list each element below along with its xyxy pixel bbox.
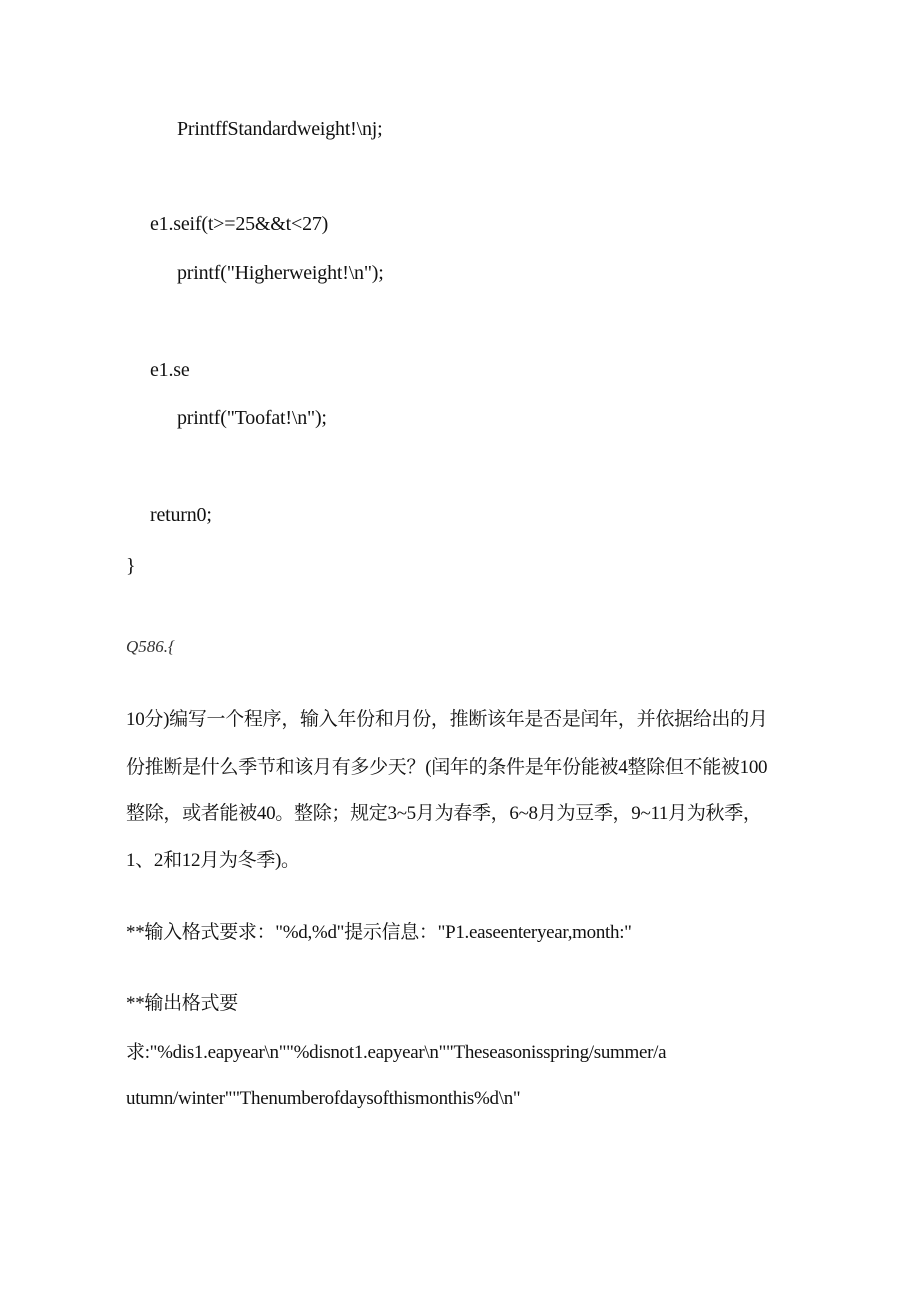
code-line-elseif: e1.seif(t>=25&&t<27) bbox=[150, 213, 329, 235]
code-line-closing-brace: } bbox=[126, 555, 136, 577]
input-format-requirement: **输入格式要求："%d,%d"提示信息："P1.easeenteryear,month:" bbox=[126, 922, 632, 943]
output-format-line-2: utumn/winter""Thenumberofdaysofthismonthis%d\n" bbox=[126, 1088, 521, 1109]
code-line-printf-standard: PrintffStandardweight!\nj; bbox=[177, 118, 383, 140]
code-line-else: e1.se bbox=[150, 359, 190, 381]
question-body-line-2: 份推断是什么季节和该月有多少天？(闰年的条件是年份能被4整除但不能被100 bbox=[126, 757, 768, 778]
code-line-printf-toofat: printf("Toofat!\n"); bbox=[177, 407, 327, 429]
question-body-line-1: 10分)编写一个程序，输入年份和月份，推断该年是否是闰年，并依据给出的月 bbox=[126, 709, 768, 730]
output-format-line-1: 求:"%dis1.eapyear\n""%disnot1.eapyear\n""Theseasonisspring/summer/a bbox=[126, 1042, 667, 1063]
output-format-label: **输出格式要 bbox=[126, 993, 238, 1014]
question-number: Q586.{ bbox=[126, 637, 175, 656]
code-line-return: return0; bbox=[150, 504, 212, 526]
question-body-line-4: 1、2和12月为冬季)。 bbox=[126, 850, 300, 871]
question-body-line-3: 整除，或者能被40。整除；规定3~5月为春季，6~8月为豆季，9~11月为秋季， bbox=[126, 803, 762, 824]
code-line-printf-higher: printf("Higherweight!\n"); bbox=[177, 262, 384, 284]
